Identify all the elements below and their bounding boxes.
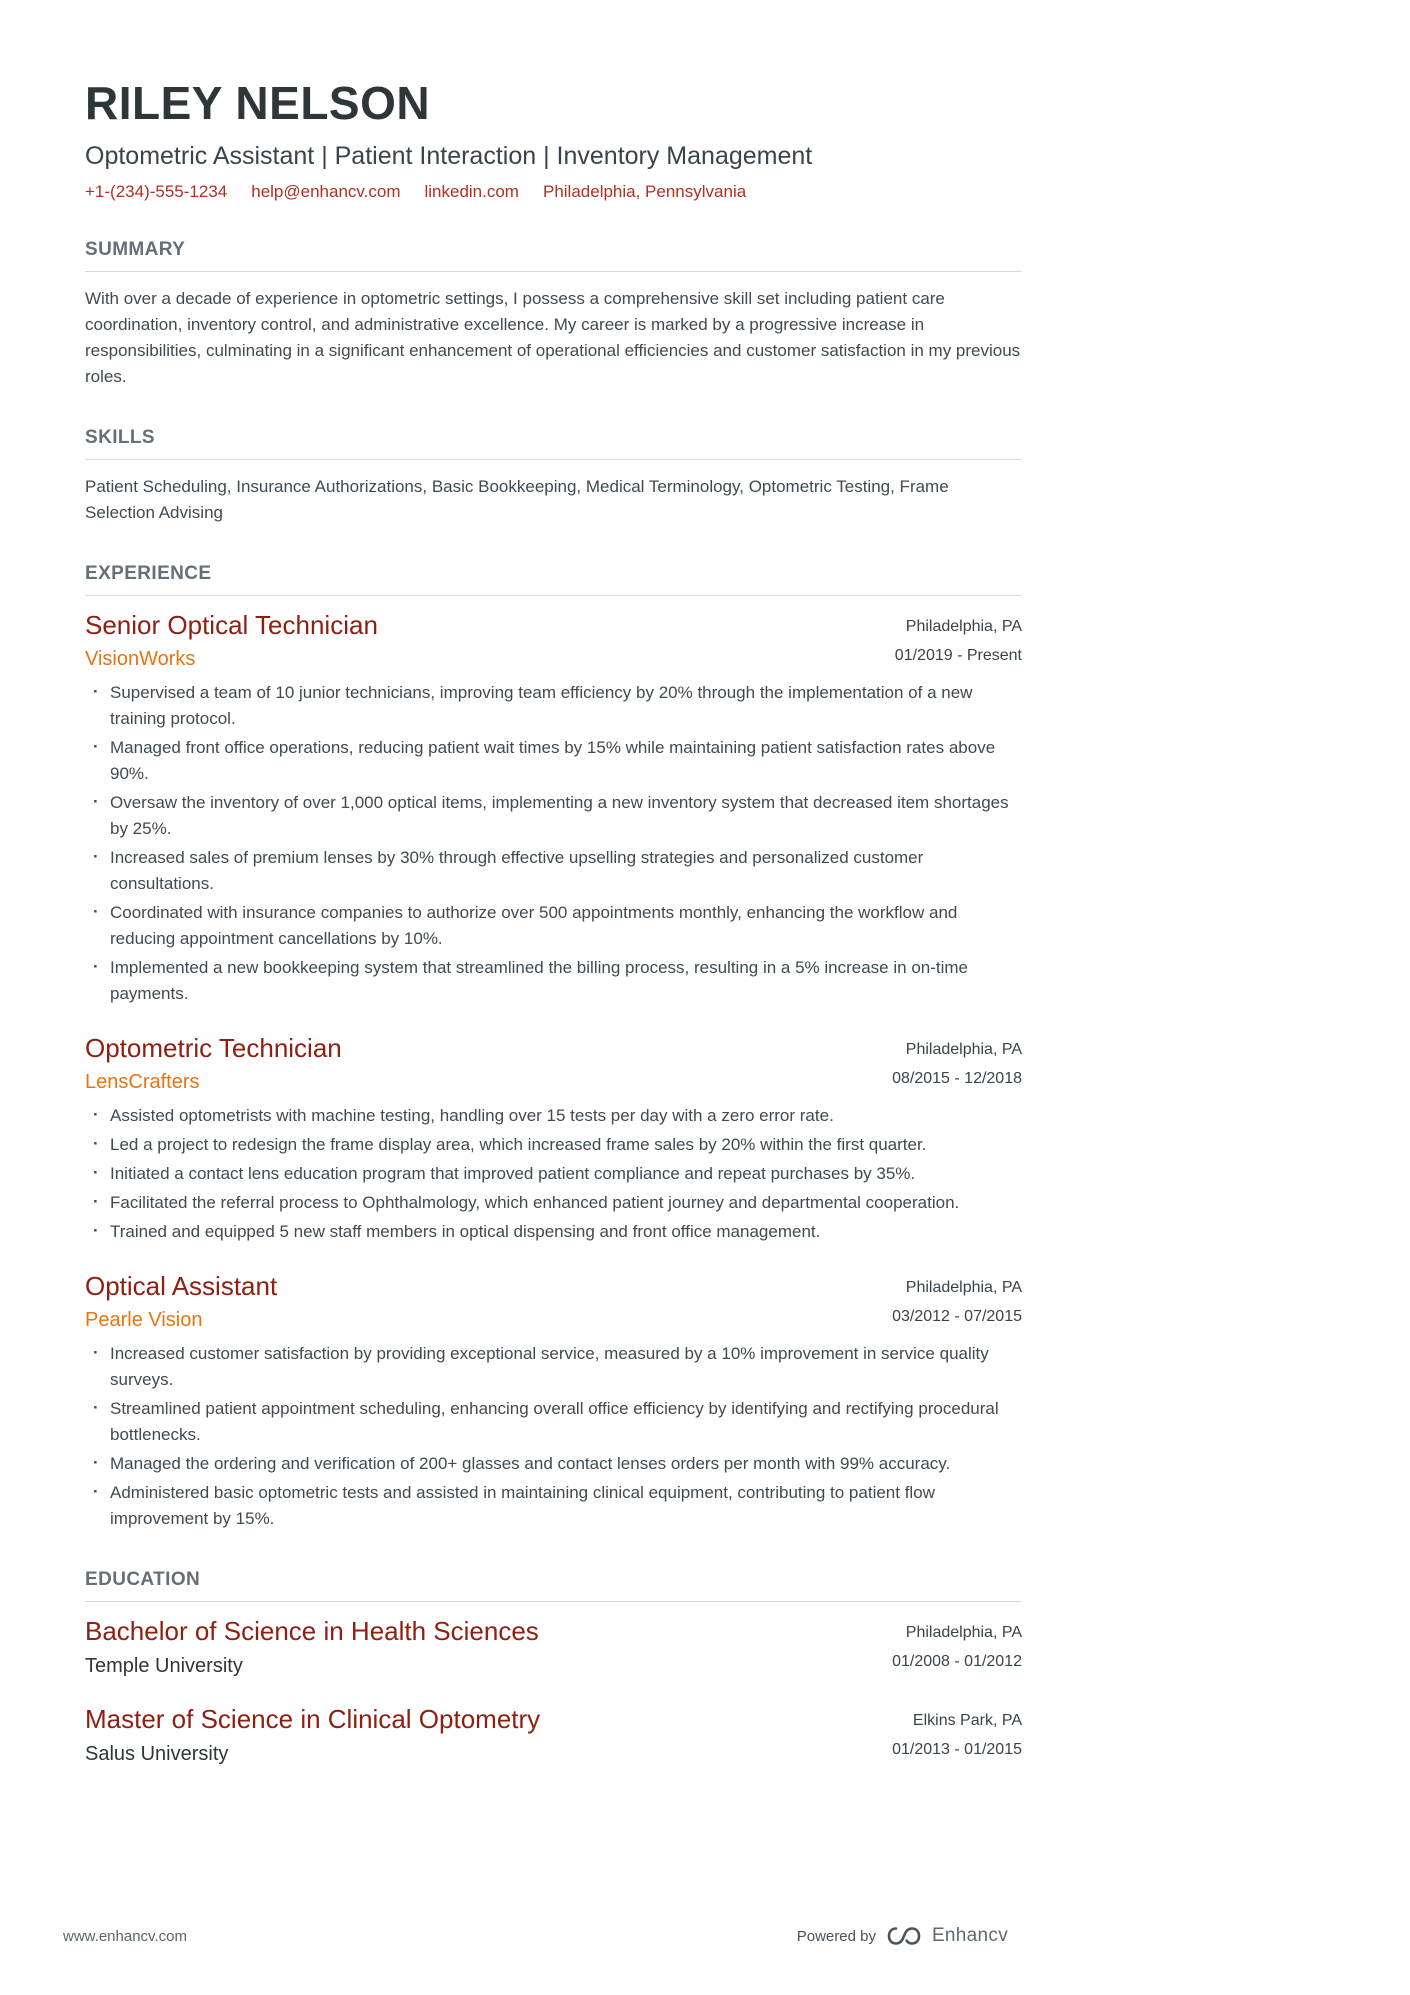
experience-entry [85,1271,1022,1532]
job-bullet: · Administered basic optometric tests and assisted in maintaining clinical equipment, contributing to patient flow improvement by 15%. [85,1480,1022,1532]
email-contact[interactable]: help@enhancv.com [251,182,401,201]
job-bullet: · Managed front office operations, reducing patient wait times by 15% while maintaining patient satisfaction rates above 90%. [85,735,1022,787]
job-bullet: · Initiated a contact lens education program that improved patient compliance and repeat purchases by 35%. [85,1161,1022,1187]
education-section [85,1569,1022,1766]
job-bullet: · Increased sales of premium lenses by 30% through effective upselling strategies and personalized customer consultations. [85,845,1022,897]
job-bullet: · Facilitated the referral process to Ophthalmology, which enhanced patient journey and departmental cooperation. [85,1190,1022,1216]
education-location: Philadelphia, PA [905,1624,1022,1641]
experience-entry [85,610,1022,1007]
education-heading: EDUCATION [85,1569,1022,1602]
degree-title: Master of Science in Clinical Optometry [85,1704,541,1734]
page-footer [63,1925,1008,1947]
contact-row [85,182,1022,202]
school-name: Temple University [85,1655,243,1677]
skills-heading: SKILLS [85,427,1022,460]
footer-website-link[interactable]: www.enhancv.com [63,1927,187,1945]
job-bullet: · Led a project to redesign the frame display area, which increased frame sales by 20% within the first quarter. [85,1132,1022,1158]
job-bullet: · Supervised a team of 10 junior technicians, improving team efficiency by 20% through the implementation of a new training protocol. [85,680,1022,732]
phone-contact[interactable]: +1-(234)-555-1234 [85,182,228,201]
job-bullet: · Managed the ordering and verification of 200+ glasses and contact lenses orders per month with 99% accuracy. [85,1451,1022,1477]
job-bullet: · Coordinated with insurance companies to authorize over 500 appointments monthly, enhancing the workflow and reducing appointment cancellations by 10%. [85,900,1022,952]
skills-section [85,427,1022,526]
location-contact: Philadelphia, Pennsylvania [542,182,747,201]
job-dates: 01/2019 - Present [894,647,1022,664]
education-location: Elkins Park, PA [912,1712,1022,1729]
summary-heading: SUMMARY [85,239,1022,272]
experience-section [85,563,1022,1532]
company-name: LensCrafters [85,1071,200,1093]
candidate-headline: Optometric Assistant | Patient Interaction | Inventory Management [85,142,813,170]
job-location: Philadelphia, PA [905,1279,1022,1296]
summary-section [85,239,1022,390]
job-bullet: · Trained and equipped 5 new staff members in optical dispensing and front office management. [85,1219,1022,1245]
linkedin-contact[interactable]: linkedin.com [424,182,519,201]
summary-text: With over a decade of experience in optometric settings, I possess a comprehensive skill set including patient care coordination, inventory control, and administrative excellence. My career is marked by a progressive increase in responsibilities, culminating in a significant enhancement of operational efficiencies and customer satisfaction in my previous roles. [85,289,1021,386]
candidate-name: RILEY NELSON [85,77,431,129]
powered-by-label: Powered by [796,1927,876,1945]
enhancv-logo-icon [886,1925,922,1947]
company-name: VisionWorks [85,648,196,670]
job-title: Optometric Technician [85,1033,342,1063]
job-bullet-list [85,1341,1022,1532]
education-dates: 01/2013 - 01/2015 [892,1741,1022,1758]
job-bullet-list [85,680,1022,1007]
enhancv-brand-name: Enhancv [931,1925,1008,1946]
experience-entry [85,1033,1022,1245]
resume-header [85,76,1022,202]
skills-text: Patient Scheduling, Insurance Authorizations, Basic Bookkeeping, Medical Terminology, Optometric Testing, Frame Selection Advising [85,477,949,522]
job-bullet-list [85,1103,1022,1245]
job-location: Philadelphia, PA [905,618,1022,635]
job-dates: 08/2015 - 12/2018 [892,1070,1022,1087]
education-entry [85,1704,1022,1766]
education-dates: 01/2008 - 01/2012 [892,1653,1022,1670]
education-entry [85,1616,1022,1678]
job-title: Senior Optical Technician [85,610,378,640]
job-title: Optical Assistant [85,1271,278,1301]
company-name: Pearle Vision [85,1309,203,1331]
powered-by-enhancv-link[interactable] [797,1925,1008,1947]
degree-title: Bachelor of Science in Health Sciences [85,1616,539,1646]
job-bullet: · Oversaw the inventory of over 1,000 optical items, implementing a new inventory system that decreased item shortages by 25%. [85,790,1022,842]
school-name: Salus University [85,1743,229,1765]
job-dates: 03/2012 - 07/2015 [892,1308,1022,1325]
experience-heading: EXPERIENCE [85,563,1022,596]
job-bullet: · Implemented a new bookkeeping system that streamlined the billing process, resulting in a 5% increase in on-time payments. [85,955,1022,1007]
job-location: Philadelphia, PA [905,1041,1022,1058]
job-bullet: · Streamlined patient appointment scheduling, enhancing overall office efficiency by identifying and rectifying procedural bottlenecks. [85,1396,1022,1448]
job-bullet: · Increased customer satisfaction by providing exceptional service, measured by a 10% improvement in service quality surveys. [85,1341,1022,1393]
job-bullet: · Assisted optometrists with machine testing, handling over 15 tests per day with a zero error rate. [85,1103,1022,1129]
